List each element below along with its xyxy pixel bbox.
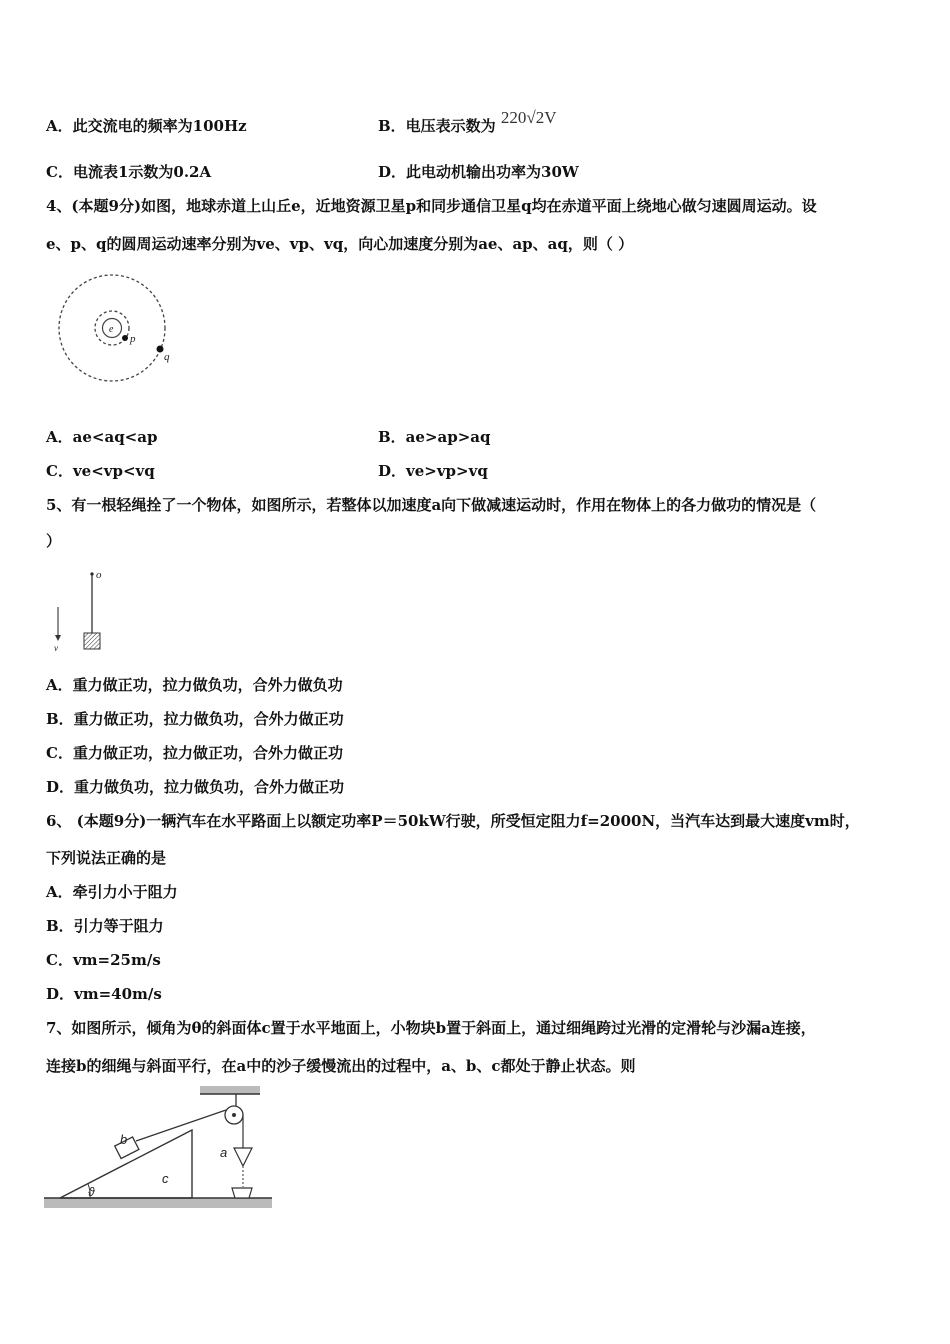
q5-block <box>84 633 100 649</box>
q4-option-a: A．ae<aq<ap <box>46 428 158 446</box>
q6-option-c: C．vm=25m/s <box>46 951 161 969</box>
q4-option-c: C．ve<vp<vq <box>46 462 155 480</box>
q5-label-o: o <box>96 569 102 581</box>
q6-stem-line2: 下列说法正确的是 <box>46 849 167 867</box>
q4-satellite-p <box>122 335 128 341</box>
q7-stem-line1: 7、如图所示，倾角为θ的斜面体c置于水平地面上，小物块b置于斜面上，通过细绳跨过光滑的定滑轮与沙漏a连接， <box>46 1019 816 1037</box>
q6-option-d: D．vm=40m/s <box>46 985 162 1003</box>
q5-option-b: B．重力做正功，拉力做负功，合外力做正功 <box>46 710 344 728</box>
q5-option-a: A．重力做正功，拉力做负功，合外力做负功 <box>46 676 343 694</box>
q5-arrow-head <box>55 635 61 641</box>
q6-option-a: A．牵引力小于阻力 <box>46 883 178 901</box>
q6-option-b: B．引力等于阻力 <box>46 917 164 935</box>
q3-option-b-prefix: B．电压表示数为 <box>378 117 496 135</box>
q7-label-c: c <box>162 1171 169 1186</box>
q7-pulley-axle <box>232 1113 236 1117</box>
q3-option-d: D．此电动机输出功率为30W <box>378 163 579 181</box>
q6-stem-line1: 6、 (本题9分)一辆汽车在水平路面上以额定功率P＝50kW行驶，所受恒定阻力f=2000N，当汽车达到最大速度vm时， <box>46 812 860 830</box>
q7-ground <box>44 1198 272 1208</box>
q7-cup <box>232 1188 252 1198</box>
q5-rope-figure <box>50 565 120 655</box>
q5-label-v: v <box>54 643 58 653</box>
q4-option-b: B．ae>ap>aq <box>378 428 491 446</box>
q5-stem-line2: ） <box>46 532 62 550</box>
q7-incline-figure <box>44 1084 276 1214</box>
q5-option-d: D．重力做负功，拉力做负功，合外力做正功 <box>46 778 345 796</box>
q7-stem-line2: 连接b的细绳与斜面平行，在a中的沙子缓慢流出的过程中，a、b、c都处于静止状态。则 <box>46 1057 636 1075</box>
q5-option-c: C．重力做正功，拉力做正功，合外力做正功 <box>46 744 343 762</box>
q7-ceiling <box>200 1086 260 1094</box>
q3-option-b-value: 220√2V <box>500 108 557 127</box>
q7-label-theta: ϑ <box>88 1185 95 1199</box>
q7-label-b: b <box>120 1132 128 1147</box>
q4-label-q: q <box>164 351 170 363</box>
q3-option-c: C．电流表1示数为0.2A <box>46 163 212 181</box>
q4-orbit-figure <box>52 272 182 392</box>
q4-satellite-q <box>157 346 164 353</box>
q7-sand-funnel-a <box>234 1148 252 1166</box>
q3-option-b <box>378 108 557 136</box>
q4-option-d: D．ve>vp>vq <box>378 462 488 480</box>
q4-label-e: e <box>109 324 114 335</box>
q7-label-a: a <box>220 1145 228 1160</box>
q5-stem-line1: 5、有一根轻绳拴了一个物体，如图所示，若整体以加速度a向下做减速运动时，作用在物体上的各力做功的情况是（ <box>46 496 817 514</box>
q4-stem-line2: e、p、q的圆周运动速率分别为ve、vp、vq，向心加速度分别为ae、ap、aq，则（ ） <box>46 235 634 253</box>
q3-option-a: A．此交流电的频率为100Hz <box>46 117 247 135</box>
q4-stem-line1: 4、(本题9分)如图，地球赤道上山丘e，近地资源卫星p和同步通信卫星q均在赤道平面上绕地心做匀速圆周运动。设 <box>46 197 817 215</box>
q4-label-p: p <box>130 333 136 345</box>
